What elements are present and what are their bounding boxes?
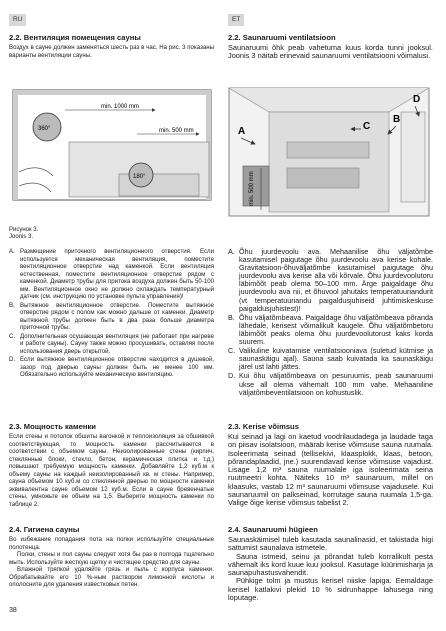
figure-3-ventilation — [9, 82, 435, 224]
ru-heading-2-2: 2.2. Вентиляция помещения сауны — [9, 33, 141, 42]
ru-ventilation-list — [9, 248, 214, 380]
et-text-2-3: Kui seinad ja lagi on kaetud voodrilaudadega ja laudade taga on piisav isolatsioon, määrab kerise võimsuse sauna ruumala. Isoleerimata seinad (tellisekivi, klaasplokk, klaas, betoon, põrandaplaadid, jne.) suurendavad kerise võimsuse vajadust. Lisage 1,2 m³ sauna ruumalale iga isoleerimata seina ruutmeetri kohta. Näiteks 10 m³ saunaruum, millel on klaasuks, vastab 12 m³ saunaruumi võimsuse vajadusele. Kui saunaruumil on palkseinad, korrutage sauna ruumala 1,5-ga. Valige õige kerise võimsus tabelist 2. — [228, 432, 433, 508]
door-shape — [401, 112, 425, 202]
figure-caption — [9, 227, 38, 241]
angle-360-label: 360° — [38, 126, 51, 132]
ru-list-item: A. Размещение приточного вентиляционного отверстия. Если используется механическая вентиляция, поместите вентиляционное отверстие над каменкой. Если вентиляция естественная, поместите вентиляционное отверстие рядом с каменкой. Диаметр трубы для притока воздуха должен быть 50-100 мм. Вентиляционное окно не должно охлаждать температурный датчик (см. инструкцию по установке пульта управления)! — [9, 248, 214, 300]
ru-text-2-2: Воздух в сауне должен заменяться шесть раз в час. На рис. 3 показаны варианты вентиляции сауны. — [9, 44, 214, 59]
dim-label-mid: min. 500 mm — [159, 128, 194, 134]
ru-heading-2-4: 2.4. Гигиена сауны — [9, 525, 80, 534]
language-tab-ru: RU — [9, 14, 26, 26]
et-list-item: D. Kui õhu väljatõmbeava on pesuruumis, peab saunaruumi ukse all olema vähemalt 100 mm vahe. Mehaaniline väljatõmbeventilatsioon on kohustuslik. — [228, 371, 433, 397]
angle-180-label: 180° — [133, 174, 146, 180]
plan-view — [13, 90, 211, 200]
et-list-item: C. Valikuline kuivatamise ventilatsiooniava (suletud kütmise ja saunaskäigu ajal). Sauna saab kuivatada ka saunaskäigu järel ust lahti jättes. — [228, 346, 433, 372]
ru-list-item: B. Вытяжное вентиляционное отверстие. Поместите вытяжное отверстие рядом с полом как можно дальше от каменки. Диаметр вытяжной трубы должен быть в два раза больше диаметра приточной трубы. — [9, 301, 214, 331]
dim-label-right: min. 500 mm — [249, 171, 255, 206]
et-text-2-2: Saunaruumi õhk peab vahetuma kuus korda tunni jooksul. Joonis 3 näitab erinevaid saunaruumi ventilatsiooni võimalusi. — [228, 43, 433, 61]
et-section-2-3 — [228, 422, 433, 508]
ru-section-2-3 — [9, 422, 214, 508]
et-heading-2-2: 2.2. Saunaruumi ventilatsioon — [228, 33, 336, 42]
lower-bench — [287, 168, 359, 188]
ru-text-2-4-p3: Влажной тряпкой удаляйте грязь и пыль с корпуса каменки. Обрабатывайте его 10 %-ным раствором лимонной кислоты и ополосните для удаления известковых пятен. — [9, 566, 214, 588]
label-a: A — [238, 126, 246, 137]
label-d: D — [413, 94, 421, 105]
heater-icon — [243, 166, 269, 206]
et-section-2-4 — [228, 525, 433, 602]
ru-list-item: C. Дополнительная осушающая вентиляция (не работает при нагреве и работе сауны). Сауну также можно просушивать, оставляя после использования дверь открытой. — [9, 332, 214, 355]
et-list-item: A. Õhu juurdevoolu ava. Mehaanilise õhu väljatõmbe kasutamisel paigutage õhu juurdevoolu ava kerise kohale. Gravitatsioon-õhuväljatõmbe kasutamisel paigutage õhu juurdevoolu ava kerise alla või kõrvale. Õhu juurdevoolutoru läbimõõt peab olema 50–100 mm. Ärge paigaldage õhu juurdevoolu ava nii, et õhuvool jahutaks temperatuuriandurit (vt temperatuuriandu paigaldusjuhiseid juhtimiskeskuse paigaldusjuhistest)! — [228, 247, 433, 313]
ru-text-2-4-p2: Полки, стены и пол сауны следует хотя бы раз в полгода тщательно мыть. Используйте жесткую щетку и чистящее средство для сауны. — [9, 551, 214, 566]
dim-label-top: min. 1000 mm — [101, 104, 140, 110]
language-tab-et: ET — [228, 14, 244, 26]
label-b: B — [393, 114, 401, 125]
ru-text-2-4-p1: Во избежание попадания пота на полки используйте специальные полотенца. — [9, 536, 214, 551]
upper-bench — [287, 142, 369, 158]
page-number: 38 — [9, 607, 17, 614]
label-c: C — [363, 121, 371, 132]
perspective-view — [229, 88, 429, 216]
ru-section-2-2 — [9, 33, 214, 59]
et-heading-2-4: 2.4. Saunaruumi hügieen — [228, 525, 318, 534]
et-text-2-4-p1: Saunaskäimisel tuleb kasutada saunalinasid, et takistada higi sattumist saunalava istmetele. — [228, 535, 433, 553]
et-list-item: B. Õhu väljatõmbeava. Paigaldage õhu väljatõmbeava põranda lähedale, kerisest võimalikult kaugele. Õhu väljatõmbetoru läbimõõt peaks olema õhu juurdevoolutorust kaks korda suurem. — [228, 312, 433, 347]
et-text-2-4-p2: Sauna istmeid, seinu ja põrandat tuleb korralikult pesta vähemalt iks kord kuue kuu jooksul. Kasutage küürimisharja ja saunapuhastusvahendit. — [228, 551, 433, 578]
caption-et: Joonis 3. — [9, 234, 34, 240]
et-heading-2-3: 2.3. Kerise võimsus — [228, 422, 299, 431]
ru-heading-2-3: 2.3. Мощность каменки — [9, 422, 96, 431]
ru-list-item: D. Если вытяжное вентиляционное отверстие находится в душевой, зазор под дверью сауны должен быть не менее 100 мм. Обязательно используйте механическую вентиляцию. — [9, 356, 214, 378]
et-text-2-4-p3: Pühkige tolm ja mustus kerisel niiske lapiga. Eemaldage kerisel katlakivi plekid 10 % sidrunhappe lahusega ning loputage. — [228, 576, 433, 603]
caption-ru: Рисунок 3. — [9, 227, 39, 233]
ventilation-diagram — [9, 82, 435, 224]
ru-section-2-4 — [9, 525, 214, 589]
ru-text-2-3: Если стены и потолок обшиты вагонкой и теплоизоляция за обшивкой соответствующая, то мощность каменки рассчитывается в соответствии с объемом сауны. Неизолированные стены (кирпич, стеклянные блоки, стекло, бетон, керамическая плитка и т.д.) повышают требуемую мощность каменки. Добавляйте 1,2 куб.м к объему сауны на каждый неизолированный кв. м стены. Например, сауна объемом 10 куб.м со стеклянной дверью по мощности каменки эквивалентна сауне объемом 12 куб.м. Если в сауне бревенчатые стены, умножьте ее объем на 1,5. Выберите мощность каменки по таблице 2. — [9, 433, 214, 508]
et-section-2-2 — [228, 33, 433, 61]
et-ventilation-list — [228, 248, 433, 398]
